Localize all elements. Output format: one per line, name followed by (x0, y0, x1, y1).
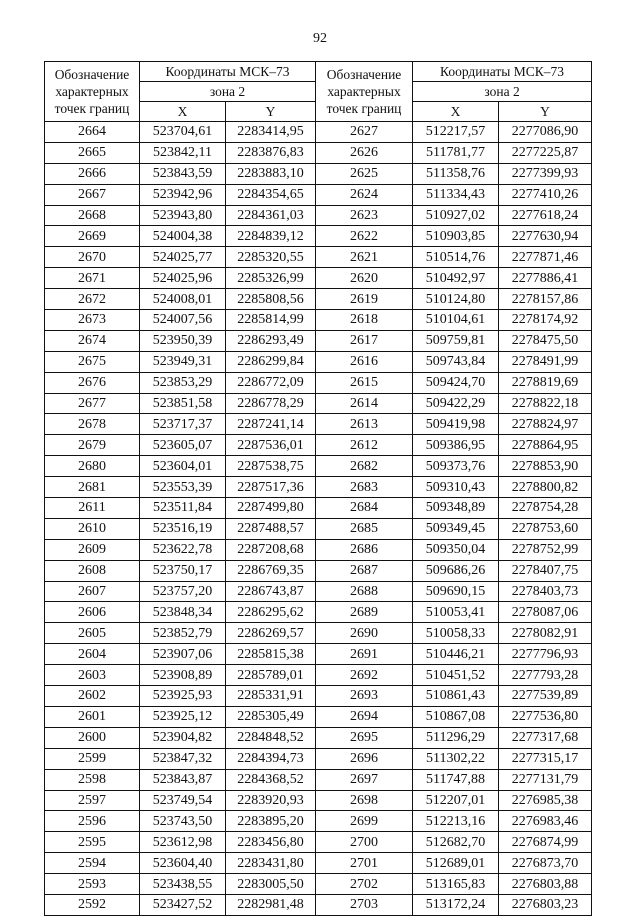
y-left-cell: 2287241,14 (226, 414, 316, 435)
point-id-left-cell: 2605 (45, 623, 140, 644)
x-right-cell: 509743,84 (413, 351, 499, 372)
coord-zone-left: зона 2 (140, 82, 316, 102)
x-right-cell: 513172,24 (413, 894, 499, 915)
table-row (45, 372, 592, 393)
table-row (45, 477, 592, 498)
y-left-cell: 2284361,03 (226, 205, 316, 226)
x-right-cell: 512689,01 (413, 853, 499, 874)
coordinates-table (44, 61, 592, 916)
x-right-cell: 510861,43 (413, 686, 499, 707)
header-line: Обозначение (54, 67, 130, 82)
table-row (45, 289, 592, 310)
y-left-cell: 2283876,83 (226, 142, 316, 163)
point-id-left-cell: 2609 (45, 539, 140, 560)
y-left-cell: 2286299,84 (226, 351, 316, 372)
point-id-right-cell: 2612 (316, 435, 413, 456)
table-row (45, 351, 592, 372)
x-right-cell: 509422,29 (413, 393, 499, 414)
table-row (45, 811, 592, 832)
table-row (45, 623, 592, 644)
x-right-cell: 510867,08 (413, 706, 499, 727)
table-row (45, 393, 592, 414)
table-row (45, 226, 592, 247)
table-row (45, 706, 592, 727)
y-right-cell: 2278491,99 (499, 351, 592, 372)
x-left-cell: 523553,39 (140, 477, 226, 498)
table-row (45, 665, 592, 686)
x-right-cell: 510058,33 (413, 623, 499, 644)
point-id-right-cell: 2699 (316, 811, 413, 832)
x-left-cell: 523949,31 (140, 351, 226, 372)
y-left-cell: 2283895,20 (226, 811, 316, 832)
point-id-right-cell: 2697 (316, 769, 413, 790)
point-id-left-cell: 2608 (45, 560, 140, 581)
x-right-cell: 510514,76 (413, 247, 499, 268)
point-id-left-cell: 2670 (45, 247, 140, 268)
point-id-right-cell: 2625 (316, 163, 413, 184)
x-right-cell: 509759,81 (413, 330, 499, 351)
point-id-right-cell: 2689 (316, 602, 413, 623)
table-row (45, 330, 592, 351)
x-left-cell: 523605,07 (140, 435, 226, 456)
point-id-left-cell: 2594 (45, 853, 140, 874)
table-row (45, 790, 592, 811)
x-left-cell: 523622,78 (140, 539, 226, 560)
point-id-right-cell: 2687 (316, 560, 413, 581)
x-right-cell: 512217,57 (413, 122, 499, 143)
coord-title-right: Координаты МСК–73 (413, 62, 592, 82)
y-right-cell: 2278752,99 (499, 539, 592, 560)
x-left-cell: 523847,32 (140, 748, 226, 769)
x-left-cell: 523943,80 (140, 205, 226, 226)
x-left-cell: 523942,96 (140, 184, 226, 205)
point-id-left-cell: 2669 (45, 226, 140, 247)
y-left-cell: 2286269,57 (226, 623, 316, 644)
point-id-left-cell: 2677 (45, 393, 140, 414)
y-left-cell: 2284394,73 (226, 748, 316, 769)
y-left-cell: 2283883,10 (226, 163, 316, 184)
x-left-cell: 523950,39 (140, 330, 226, 351)
table-row (45, 686, 592, 707)
point-id-right-cell: 2619 (316, 289, 413, 310)
y-left-cell: 2287208,68 (226, 539, 316, 560)
y-right-cell: 2278754,28 (499, 498, 592, 519)
x-left-cell: 524025,77 (140, 247, 226, 268)
y-left-cell: 2285331,91 (226, 686, 316, 707)
point-id-right-cell: 2694 (316, 706, 413, 727)
y-right-cell: 2277131,79 (499, 769, 592, 790)
table-row (45, 142, 592, 163)
y-left-cell: 2285326,99 (226, 268, 316, 289)
point-id-left-cell: 2680 (45, 456, 140, 477)
point-id-right-cell: 2682 (316, 456, 413, 477)
x-left-cell: 523604,01 (140, 456, 226, 477)
table-row (45, 874, 592, 895)
table-row (45, 205, 592, 226)
y-right-cell: 2278853,90 (499, 456, 592, 477)
point-id-left-cell: 2603 (45, 665, 140, 686)
x-right-cell: 510104,61 (413, 310, 499, 331)
point-id-left-cell: 2668 (45, 205, 140, 226)
x-right-cell: 509690,15 (413, 581, 499, 602)
y-right-cell: 2276985,38 (499, 790, 592, 811)
table-row (45, 769, 592, 790)
point-id-left-cell: 2610 (45, 518, 140, 539)
x-right-cell: 510451,52 (413, 665, 499, 686)
table-body (45, 122, 592, 916)
y-right-cell: 2277399,93 (499, 163, 592, 184)
point-id-left-cell: 2595 (45, 832, 140, 853)
y-right-cell: 2278174,92 (499, 310, 592, 331)
table-row (45, 456, 592, 477)
table-row (45, 122, 592, 143)
col-x-right: X (413, 102, 499, 122)
point-id-left-cell: 2681 (45, 477, 140, 498)
y-right-cell: 2278157,86 (499, 289, 592, 310)
table-row (45, 539, 592, 560)
point-id-right-cell: 2701 (316, 853, 413, 874)
point-id-right-cell: 2696 (316, 748, 413, 769)
table-row (45, 644, 592, 665)
y-left-cell: 2286769,35 (226, 560, 316, 581)
x-left-cell: 523511,84 (140, 498, 226, 519)
point-id-left-cell: 2602 (45, 686, 140, 707)
y-right-cell: 2278407,75 (499, 560, 592, 581)
point-id-left-cell: 2596 (45, 811, 140, 832)
y-right-cell: 2277410,26 (499, 184, 592, 205)
y-right-cell: 2277536,80 (499, 706, 592, 727)
point-id-right-cell: 2626 (316, 142, 413, 163)
x-right-cell: 509686,26 (413, 560, 499, 581)
point-id-left-cell: 2606 (45, 602, 140, 623)
y-right-cell: 2278824,97 (499, 414, 592, 435)
y-right-cell: 2277618,24 (499, 205, 592, 226)
point-id-right-cell: 2703 (316, 894, 413, 915)
y-right-cell: 2276803,88 (499, 874, 592, 895)
point-id-right-cell: 2627 (316, 122, 413, 143)
point-id-left-cell: 2604 (45, 644, 140, 665)
y-right-cell: 2278822,18 (499, 393, 592, 414)
col-x-left: X (140, 102, 226, 122)
table-row (45, 748, 592, 769)
y-right-cell: 2277886,41 (499, 268, 592, 289)
table-row (45, 894, 592, 915)
point-id-right-cell: 2702 (316, 874, 413, 895)
x-right-cell: 512207,01 (413, 790, 499, 811)
table-row (45, 247, 592, 268)
x-left-cell: 524025,96 (140, 268, 226, 289)
point-id-left-cell: 2601 (45, 706, 140, 727)
point-id-left-cell: 2675 (45, 351, 140, 372)
y-right-cell: 2278864,95 (499, 435, 592, 456)
x-left-cell: 523604,40 (140, 853, 226, 874)
x-left-cell: 524007,56 (140, 310, 226, 331)
point-id-left-cell: 2597 (45, 790, 140, 811)
y-left-cell: 2287488,57 (226, 518, 316, 539)
y-right-cell: 2277630,94 (499, 226, 592, 247)
x-right-cell: 511747,88 (413, 769, 499, 790)
y-left-cell: 2287536,01 (226, 435, 316, 456)
point-id-left-cell: 2593 (45, 874, 140, 895)
y-left-cell: 2285320,55 (226, 247, 316, 268)
x-left-cell: 523843,59 (140, 163, 226, 184)
col-y-right: Y (499, 102, 592, 122)
point-id-left-cell: 2665 (45, 142, 140, 163)
x-left-cell: 524004,38 (140, 226, 226, 247)
y-right-cell: 2278403,73 (499, 581, 592, 602)
point-id-right-cell: 2613 (316, 414, 413, 435)
y-left-cell: 2285815,38 (226, 644, 316, 665)
x-right-cell: 511781,77 (413, 142, 499, 163)
point-id-right-cell: 2688 (316, 581, 413, 602)
y-left-cell: 2286295,62 (226, 602, 316, 623)
y-left-cell: 2285789,01 (226, 665, 316, 686)
y-left-cell: 2282981,48 (226, 894, 316, 915)
x-left-cell: 523427,52 (140, 894, 226, 915)
point-id-right-cell: 2695 (316, 727, 413, 748)
x-left-cell: 523743,50 (140, 811, 226, 832)
x-right-cell: 510446,21 (413, 644, 499, 665)
y-left-cell: 2285808,56 (226, 289, 316, 310)
x-left-cell: 523851,58 (140, 393, 226, 414)
point-id-left-cell: 2676 (45, 372, 140, 393)
table-row (45, 560, 592, 581)
point-id-right-cell: 2614 (316, 393, 413, 414)
y-right-cell: 2278819,69 (499, 372, 592, 393)
x-left-cell: 523925,93 (140, 686, 226, 707)
point-id-right-cell: 2684 (316, 498, 413, 519)
y-left-cell: 2285305,49 (226, 706, 316, 727)
header-line: характерных (55, 84, 129, 99)
y-right-cell: 2276873,70 (499, 853, 592, 874)
table-row (45, 268, 592, 289)
point-id-left-cell: 2599 (45, 748, 140, 769)
point-id-right-cell: 2691 (316, 644, 413, 665)
y-right-cell: 2278753,60 (499, 518, 592, 539)
x-left-cell: 523757,20 (140, 581, 226, 602)
y-right-cell: 2277317,68 (499, 727, 592, 748)
point-id-left-cell: 2664 (45, 122, 140, 143)
x-right-cell: 510124,80 (413, 289, 499, 310)
table-row (45, 832, 592, 853)
y-right-cell: 2276874,99 (499, 832, 592, 853)
x-right-cell: 509419,98 (413, 414, 499, 435)
x-right-cell: 509350,04 (413, 539, 499, 560)
y-left-cell: 2284848,52 (226, 727, 316, 748)
y-left-cell: 2285814,99 (226, 310, 316, 331)
x-right-cell: 511358,76 (413, 163, 499, 184)
y-right-cell: 2278800,82 (499, 477, 592, 498)
x-left-cell: 523438,55 (140, 874, 226, 895)
x-left-cell: 523704,61 (140, 122, 226, 143)
point-id-left-cell: 2667 (45, 184, 140, 205)
point-id-left-cell: 2592 (45, 894, 140, 915)
x-right-cell: 509373,76 (413, 456, 499, 477)
point-id-left-cell: 2611 (45, 498, 140, 519)
y-left-cell: 2283005,50 (226, 874, 316, 895)
point-id-right-cell: 2693 (316, 686, 413, 707)
point-id-right-cell: 2622 (316, 226, 413, 247)
point-id-right-cell: 2685 (316, 518, 413, 539)
y-right-cell: 2277871,46 (499, 247, 592, 268)
coord-title-left: Координаты МСК–73 (140, 62, 316, 82)
x-left-cell: 523717,37 (140, 414, 226, 435)
point-id-left-cell: 2607 (45, 581, 140, 602)
x-right-cell: 511334,43 (413, 184, 499, 205)
point-id-right-cell: 2698 (316, 790, 413, 811)
y-left-cell: 2287499,80 (226, 498, 316, 519)
point-id-left-cell: 2672 (45, 289, 140, 310)
table-row (45, 310, 592, 331)
table-row (45, 581, 592, 602)
y-right-cell: 2276803,23 (499, 894, 592, 915)
y-left-cell: 2283456,80 (226, 832, 316, 853)
x-right-cell: 509386,95 (413, 435, 499, 456)
point-id-right-cell: 2692 (316, 665, 413, 686)
x-right-cell: 512682,70 (413, 832, 499, 853)
table-row (45, 602, 592, 623)
y-left-cell: 2284368,52 (226, 769, 316, 790)
y-right-cell: 2277793,28 (499, 665, 592, 686)
point-label-header-left (45, 62, 140, 122)
x-right-cell: 509348,89 (413, 498, 499, 519)
x-left-cell: 523853,29 (140, 372, 226, 393)
y-left-cell: 2283431,80 (226, 853, 316, 874)
x-left-cell: 523842,11 (140, 142, 226, 163)
point-id-right-cell: 2690 (316, 623, 413, 644)
point-id-right-cell: 2624 (316, 184, 413, 205)
point-id-right-cell: 2618 (316, 310, 413, 331)
table-row (45, 414, 592, 435)
x-right-cell: 510492,97 (413, 268, 499, 289)
header-line: точек границ (326, 101, 402, 116)
y-right-cell: 2277796,93 (499, 644, 592, 665)
point-id-right-cell: 2623 (316, 205, 413, 226)
x-left-cell: 523925,12 (140, 706, 226, 727)
point-id-right-cell: 2617 (316, 330, 413, 351)
y-right-cell: 2278087,06 (499, 602, 592, 623)
header-line: характерных (327, 84, 401, 99)
y-right-cell: 2277225,87 (499, 142, 592, 163)
x-left-cell: 524008,01 (140, 289, 226, 310)
point-id-left-cell: 2666 (45, 163, 140, 184)
header-line: Обозначение (326, 67, 402, 82)
page-number: 92 (313, 31, 327, 46)
x-left-cell: 523612,98 (140, 832, 226, 853)
y-right-cell: 2278475,50 (499, 330, 592, 351)
point-id-left-cell: 2600 (45, 727, 140, 748)
x-left-cell: 523749,54 (140, 790, 226, 811)
point-id-left-cell: 2674 (45, 330, 140, 351)
y-left-cell: 2287538,75 (226, 456, 316, 477)
table-row (45, 163, 592, 184)
col-y-left: Y (226, 102, 316, 122)
x-right-cell: 509424,70 (413, 372, 499, 393)
x-left-cell: 523908,89 (140, 665, 226, 686)
y-left-cell: 2283920,93 (226, 790, 316, 811)
x-left-cell: 523750,17 (140, 560, 226, 581)
point-id-right-cell: 2620 (316, 268, 413, 289)
point-id-left-cell: 2673 (45, 310, 140, 331)
y-left-cell: 2287517,36 (226, 477, 316, 498)
point-id-right-cell: 2683 (316, 477, 413, 498)
point-id-left-cell: 2598 (45, 769, 140, 790)
y-left-cell: 2286743,87 (226, 581, 316, 602)
coord-zone-right: зона 2 (413, 82, 592, 102)
x-left-cell: 523843,87 (140, 769, 226, 790)
y-left-cell: 2286778,29 (226, 393, 316, 414)
x-right-cell: 512213,16 (413, 811, 499, 832)
point-id-left-cell: 2671 (45, 268, 140, 289)
y-right-cell: 2276983,46 (499, 811, 592, 832)
x-right-cell: 509310,43 (413, 477, 499, 498)
x-left-cell: 523907,06 (140, 644, 226, 665)
x-right-cell: 511296,29 (413, 727, 499, 748)
x-right-cell: 511302,22 (413, 748, 499, 769)
x-right-cell: 510903,85 (413, 226, 499, 247)
x-right-cell: 510053,41 (413, 602, 499, 623)
y-right-cell: 2277315,17 (499, 748, 592, 769)
point-id-left-cell: 2679 (45, 435, 140, 456)
x-left-cell: 523848,34 (140, 602, 226, 623)
point-label-header-right (316, 62, 413, 122)
y-left-cell: 2284354,65 (226, 184, 316, 205)
table-header (45, 62, 592, 122)
point-id-left-cell: 2678 (45, 414, 140, 435)
x-right-cell: 510927,02 (413, 205, 499, 226)
y-left-cell: 2284839,12 (226, 226, 316, 247)
y-left-cell: 2286772,09 (226, 372, 316, 393)
y-left-cell: 2283414,95 (226, 122, 316, 143)
point-id-right-cell: 2686 (316, 539, 413, 560)
table-row (45, 518, 592, 539)
table-row (45, 498, 592, 519)
x-left-cell: 523516,19 (140, 518, 226, 539)
table-row (45, 727, 592, 748)
point-id-right-cell: 2616 (316, 351, 413, 372)
header-line: точек границ (54, 101, 130, 116)
x-right-cell: 513165,83 (413, 874, 499, 895)
x-left-cell: 523904,82 (140, 727, 226, 748)
point-id-right-cell: 2615 (316, 372, 413, 393)
point-id-right-cell: 2621 (316, 247, 413, 268)
table-row (45, 853, 592, 874)
point-id-right-cell: 2700 (316, 832, 413, 853)
y-right-cell: 2278082,91 (499, 623, 592, 644)
y-right-cell: 2277539,89 (499, 686, 592, 707)
x-left-cell: 523852,79 (140, 623, 226, 644)
table-row (45, 435, 592, 456)
y-right-cell: 2277086,90 (499, 122, 592, 143)
x-right-cell: 509349,45 (413, 518, 499, 539)
y-left-cell: 2286293,49 (226, 330, 316, 351)
table-row (45, 184, 592, 205)
